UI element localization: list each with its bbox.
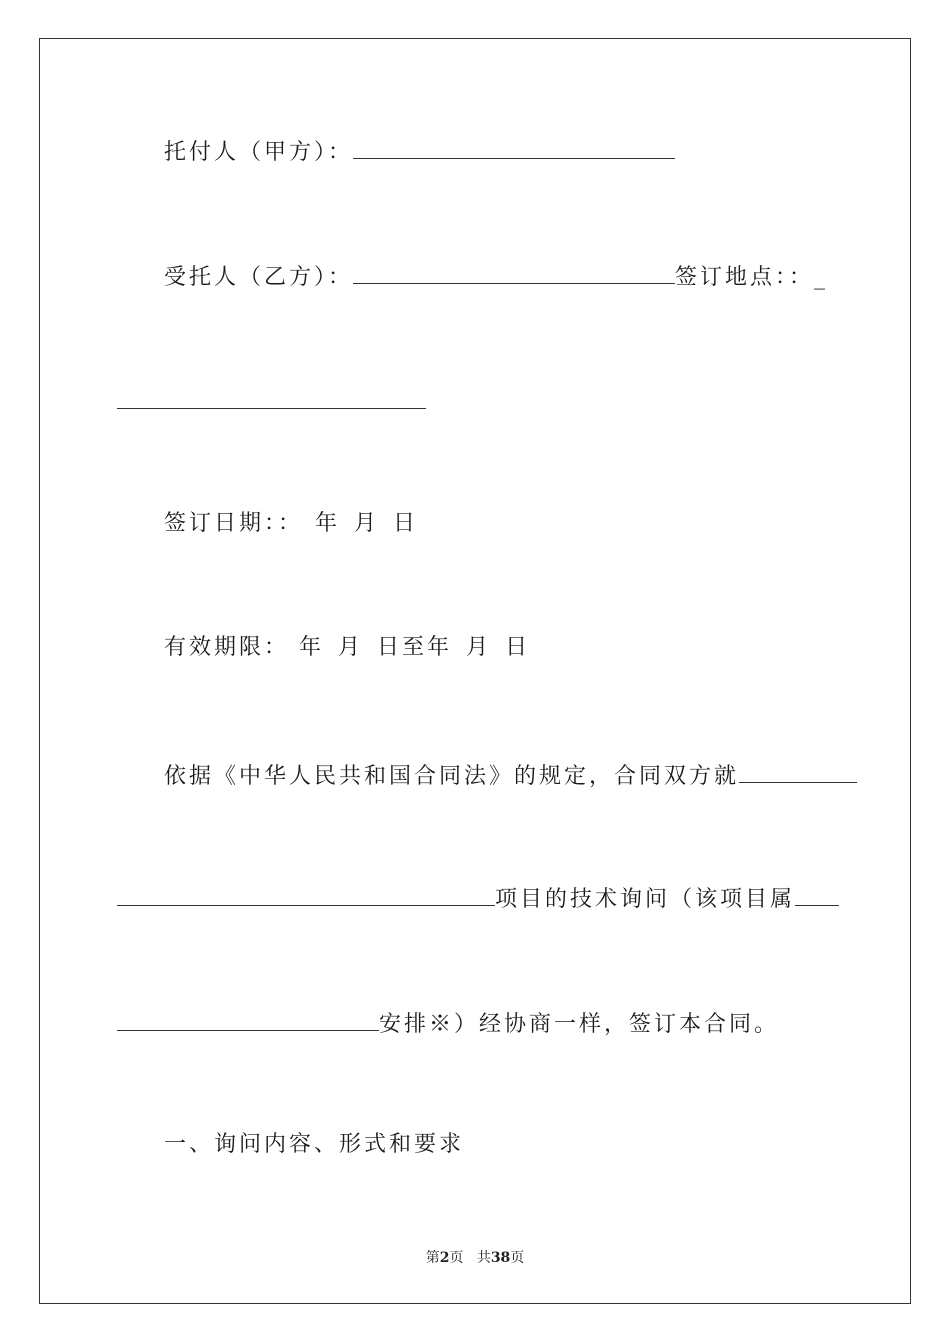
page-frame	[39, 38, 911, 1304]
sign-place-label: 签订地点：：	[675, 265, 815, 290]
basis-text: 依据《中华人民共和国合同法》的规定，合同双方就	[164, 764, 740, 789]
footer-page-prefix: 第	[425, 1250, 440, 1266]
validity-month: 月	[338, 635, 364, 660]
section-1-title-text: 一、询问内容、形式和要求	[164, 1132, 465, 1157]
sign-date-day: 日	[393, 511, 419, 536]
party-a-label: 托付人（甲方）：	[164, 140, 354, 165]
footer-page-mid: 页	[449, 1250, 464, 1266]
party-a-line	[164, 136, 675, 168]
project-blank[interactable]	[117, 883, 495, 906]
footer-total-number: 38	[490, 1250, 511, 1266]
project-text: 项目的技术询问（该项目属	[495, 887, 796, 912]
project-line	[117, 883, 839, 915]
sign-place-line	[117, 386, 426, 418]
party-a-blank[interactable]	[353, 136, 675, 159]
validity-end-month: 月	[466, 635, 492, 660]
sign-place-tail: _	[814, 265, 829, 290]
party-b-blank[interactable]	[353, 261, 675, 284]
basis-blank[interactable]	[739, 760, 857, 783]
party-b-line	[164, 261, 828, 293]
arrangement-text: 安排※）经协商一样，签订本合同。	[379, 1012, 780, 1037]
validity-line	[164, 633, 530, 663]
section-1-title	[164, 1130, 464, 1160]
basis-line	[164, 760, 857, 792]
sign-date-line	[164, 509, 418, 539]
validity-label: 有效期限：	[164, 635, 290, 660]
page-footer	[0, 1247, 950, 1267]
arrangement-blank[interactable]	[117, 1008, 379, 1031]
sign-place-blank[interactable]	[117, 386, 426, 409]
party-b-label: 受托人（乙方）：	[164, 265, 354, 290]
footer-total-suffix: 页	[510, 1250, 525, 1266]
sign-date-month: 月	[354, 511, 380, 536]
sign-date-year: 年	[315, 511, 341, 536]
arrangement-line	[117, 1008, 779, 1040]
validity-year: 年	[299, 635, 325, 660]
project-type-blank[interactable]	[795, 883, 839, 906]
footer-total-prefix: 共	[476, 1250, 491, 1266]
footer-page-number: 2	[439, 1250, 450, 1266]
sign-date-label: 签订日期：：	[164, 511, 304, 536]
validity-end-day: 日	[505, 635, 531, 660]
validity-day-to-year: 日至年	[377, 635, 453, 660]
